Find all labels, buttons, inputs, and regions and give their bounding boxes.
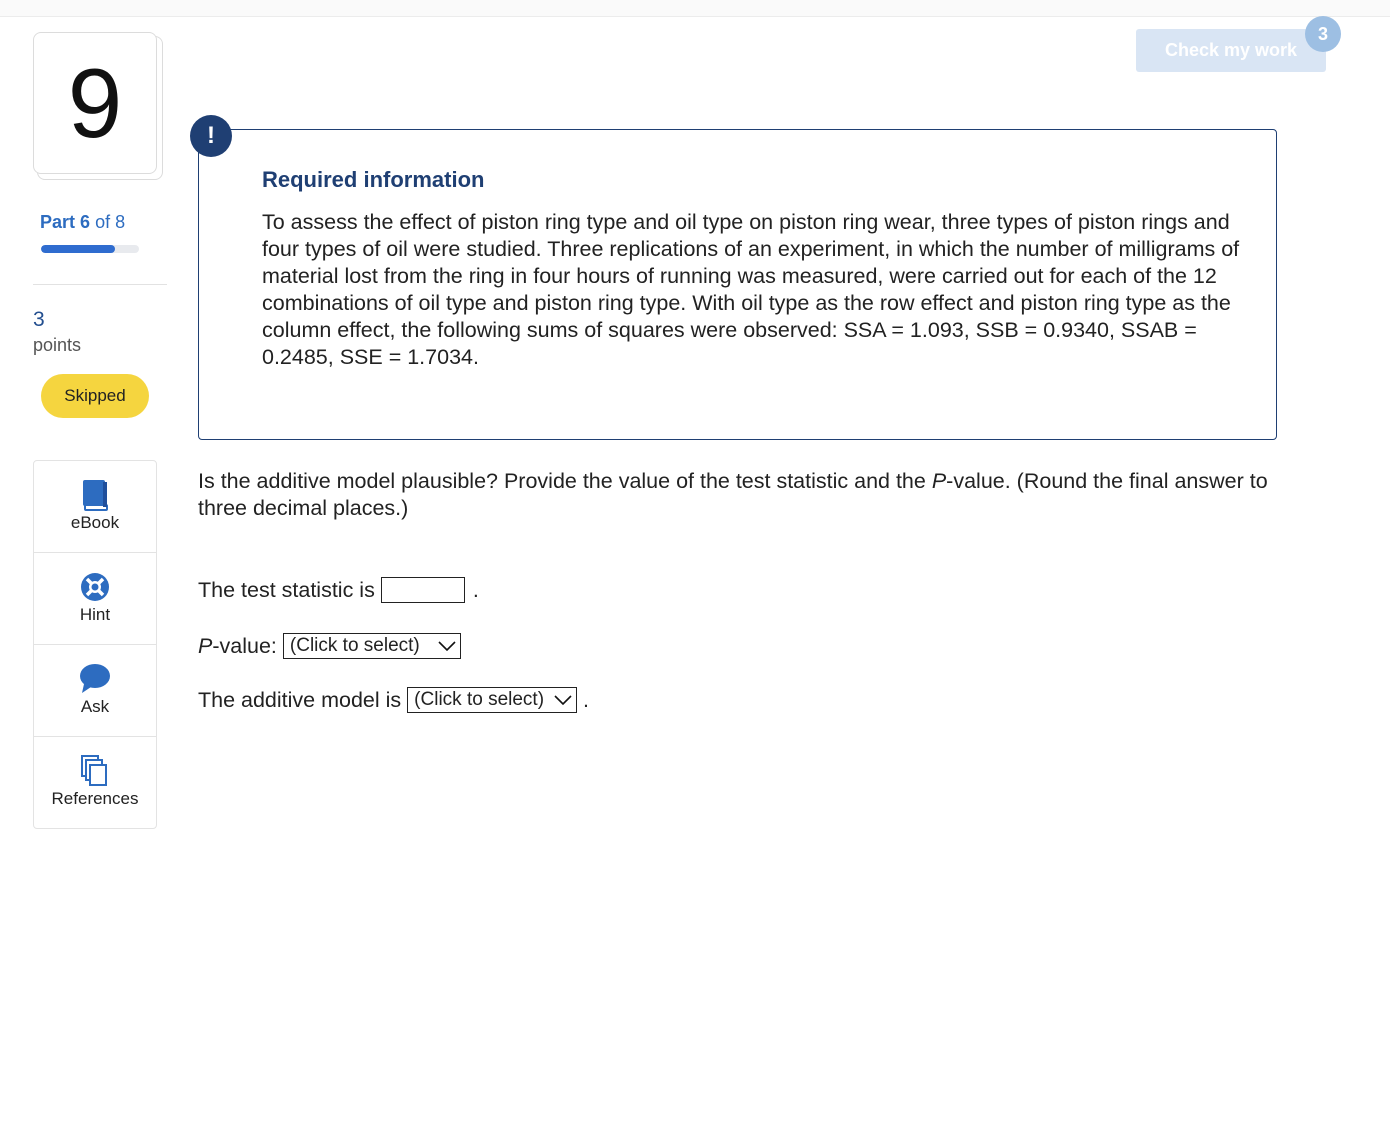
chat-bubble-icon xyxy=(34,663,156,695)
check-my-work-button[interactable]: Check my work xyxy=(1136,29,1326,72)
test-statistic-period: . xyxy=(472,577,479,602)
ebook-button[interactable] xyxy=(34,461,156,553)
check-attempts-badge: 3 xyxy=(1305,16,1341,52)
part-indicator xyxy=(40,212,125,233)
prompt-part-b: -value. (Round the final answer to three decimal places.) xyxy=(198,469,1268,520)
additive-model-selected: (Click to select) xyxy=(414,689,545,710)
top-bar xyxy=(0,0,1390,17)
sidebar-divider xyxy=(33,284,167,285)
ask-label: Ask xyxy=(80,697,110,716)
hint-label: Hint xyxy=(79,605,111,624)
test-statistic-row xyxy=(198,577,479,603)
test-statistic-input[interactable] xyxy=(381,577,465,603)
status-badge: Skipped xyxy=(41,374,149,418)
alert-icon: ! xyxy=(190,115,232,157)
pvalue-selected: (Click to select) xyxy=(289,635,420,656)
part-progress-bar xyxy=(41,245,139,253)
pvalue-row xyxy=(198,633,461,659)
points-value: 3 xyxy=(33,308,45,331)
additive-model-label: The additive model is xyxy=(198,687,402,712)
documents-icon xyxy=(34,755,156,787)
book-icon xyxy=(34,479,156,511)
part-label: Part xyxy=(40,212,76,232)
additive-model-period: . xyxy=(583,687,590,712)
additive-model-row xyxy=(198,687,589,713)
part-current: 6 xyxy=(80,212,91,232)
pvalue-label: -value: xyxy=(212,633,277,658)
required-information-title: Required information xyxy=(262,167,485,192)
hint-button[interactable] xyxy=(34,553,156,645)
references-button[interactable] xyxy=(34,737,156,828)
references-label: References xyxy=(51,789,139,808)
additive-model-select[interactable] xyxy=(407,687,577,713)
part-progress-fill xyxy=(41,245,115,253)
chevron-down-icon xyxy=(554,695,572,705)
prompt-part-a: Is the additive model plausible? Provide the value of the test statistic and the xyxy=(198,469,932,493)
chevron-down-icon xyxy=(438,641,456,651)
prompt-p-italic: P xyxy=(931,469,947,493)
lifebuoy-icon xyxy=(34,571,156,603)
ebook-label: eBook xyxy=(70,513,120,532)
pvalue-p-italic: P xyxy=(198,633,213,658)
tools-panel xyxy=(33,460,157,829)
required-information-text: To assess the effect of piston ring type and oil type on piston ring wear, three types of piston rings and four types of oil were studied. Three replications of an experiment, in which the number of milligrams of material lost from the ring in four hours of running was measured, were carried out for each of the 12 combinations of oil type and piston ring type. With oil type as the row effect and piston ring type as the column effect, the following sums of squares were observed: SSA = 1.093, SSB = 0.9340, SSAB = 0.2485, SSE = 1.7034. xyxy=(262,210,1240,369)
question-number: 9 xyxy=(33,32,157,174)
question-prompt xyxy=(198,468,1278,522)
pvalue-select[interactable] xyxy=(283,633,461,659)
test-statistic-label: The test statistic is xyxy=(198,577,375,602)
points-label: points xyxy=(33,335,82,355)
part-of: of 8 xyxy=(95,212,126,232)
ask-button[interactable] xyxy=(34,645,156,737)
